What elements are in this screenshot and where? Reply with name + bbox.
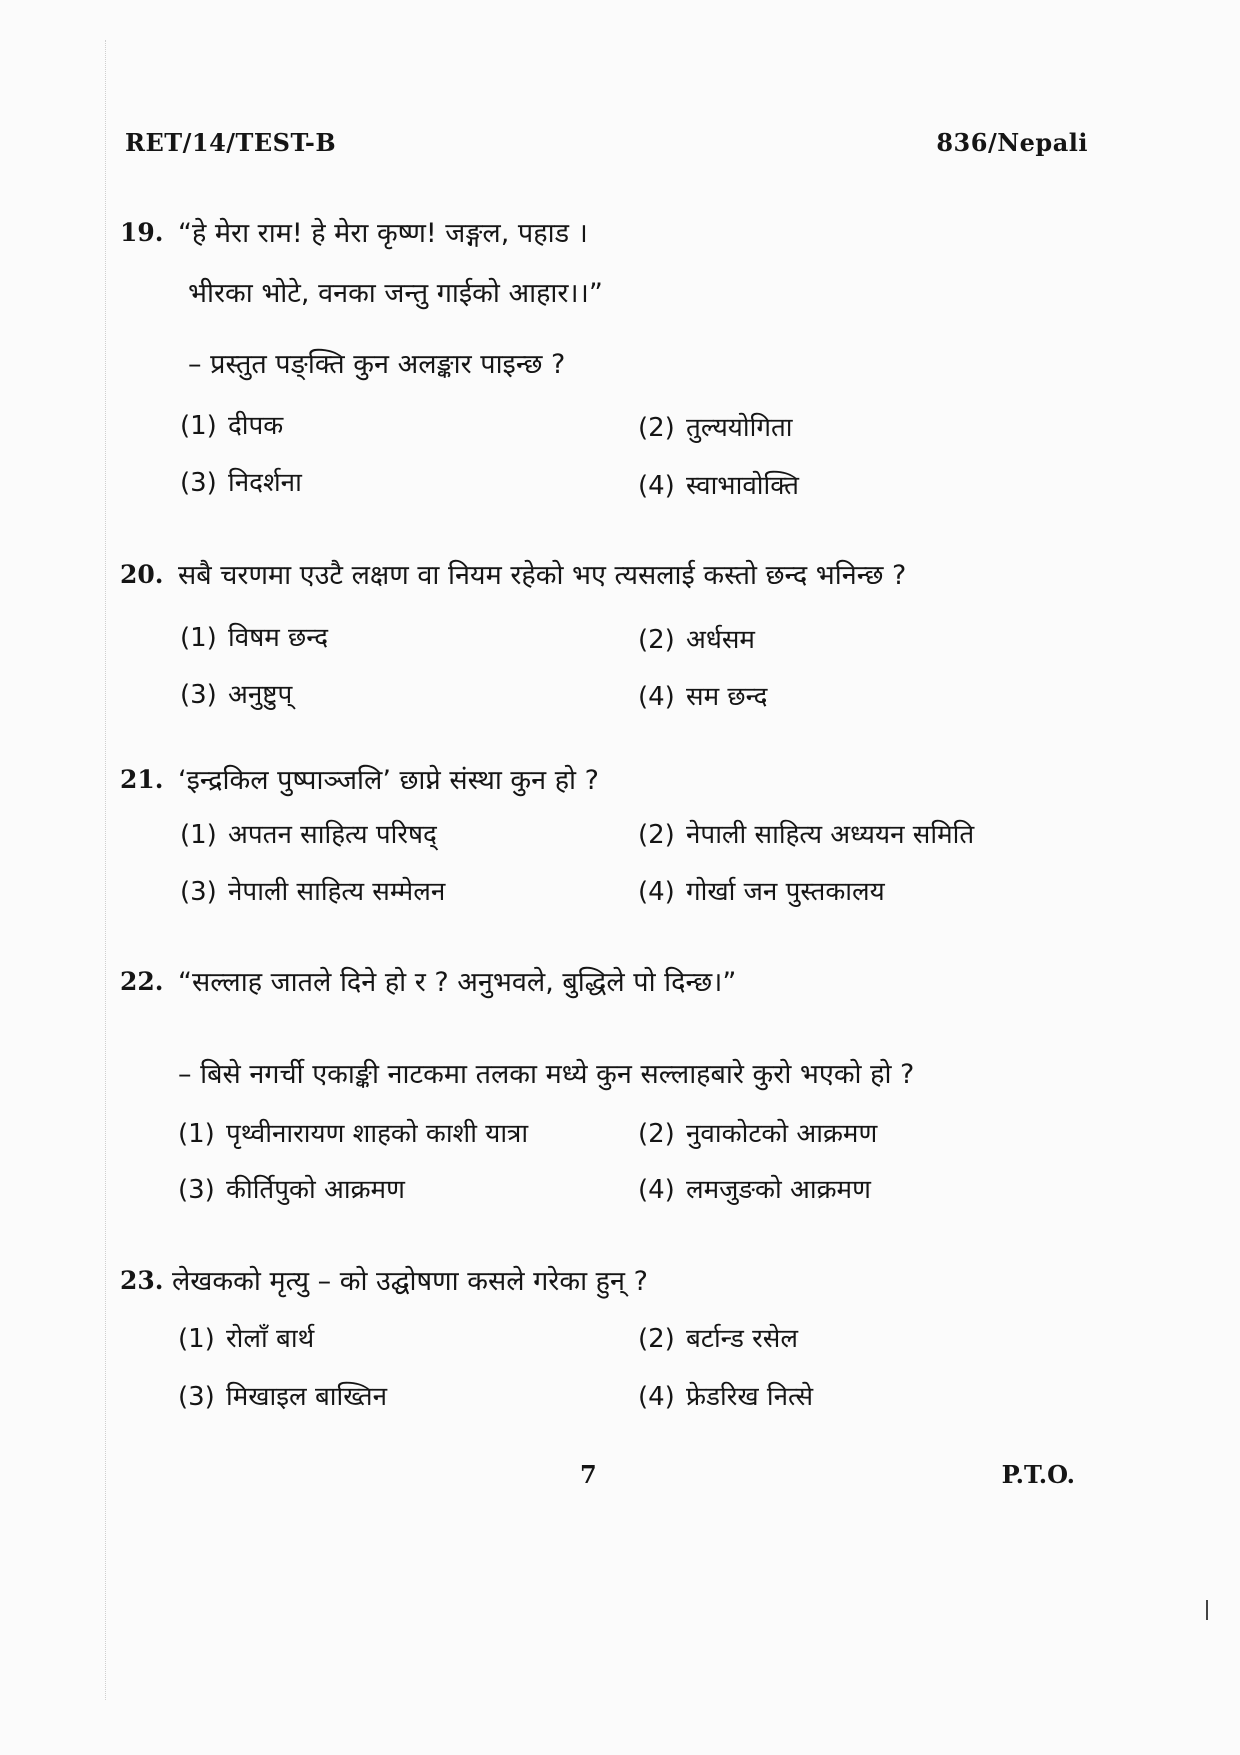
option-number: (2)	[638, 1324, 675, 1354]
option-text: स्वाभावोक्ति	[686, 471, 799, 501]
option-text: दीपक	[228, 411, 284, 441]
question-text-line: – बिसे नगर्ची एकाङ्की नाटकमा तलका मध्ये कुन सल्लाहबारे कुरो भएको हो ?	[178, 1059, 915, 1090]
option-number: (3)	[180, 468, 217, 498]
option-number: (4)	[638, 877, 675, 907]
paper-code: 836/Nepali	[936, 128, 1088, 157]
option-text: अर्धसम	[686, 625, 755, 655]
question-number: 19.	[120, 218, 164, 247]
scan-margin-line	[105, 40, 106, 1700]
question-number: 21.	[120, 765, 164, 794]
option-number: (1)	[180, 411, 217, 441]
option-number: (2)	[638, 820, 675, 850]
option-number: (2)	[638, 1119, 675, 1149]
option-text: फ्रेडरिख नित्से	[686, 1382, 814, 1412]
page-number: 7	[580, 1460, 597, 1489]
option-number: (4)	[638, 1382, 675, 1412]
option	[638, 408, 793, 444]
option-text: बर्टान्ड रसेल	[686, 1324, 799, 1354]
option	[178, 1319, 314, 1355]
question-number: 23.	[120, 1266, 164, 1295]
option	[180, 815, 437, 851]
option-text: मिखाइल बाख्तिन	[226, 1382, 388, 1412]
option	[180, 406, 283, 442]
option	[638, 620, 755, 656]
option	[180, 618, 328, 654]
option	[180, 463, 302, 499]
option-text: पृथ्वीनारायण शाहको काशी यात्रा	[226, 1119, 529, 1149]
option-text: लमजुङको आक्रमण	[686, 1175, 871, 1205]
option-text: निदर्शना	[228, 468, 302, 498]
option	[638, 815, 974, 851]
option-text: कीर्तिपुको आक्रमण	[226, 1175, 405, 1205]
option	[178, 1114, 528, 1150]
option	[178, 1377, 387, 1413]
option-number: (3)	[178, 1382, 215, 1412]
option	[638, 466, 799, 502]
option-text: गोर्खा जन पुस्तकालय	[686, 877, 885, 907]
option-number: (3)	[180, 680, 217, 710]
option-number: (2)	[638, 413, 675, 443]
question-text-line: “सल्लाह जातले दिने हो र ? अनुभवले, बुद्धिले पो दिन्छ।”	[178, 967, 737, 998]
pto-label: P.T.O.	[1001, 1460, 1075, 1489]
option-text: नुवाकोटको आक्रमण	[686, 1119, 878, 1149]
option-text: नेपाली साहित्य सम्मेलन	[228, 877, 446, 907]
question-text-line: सबै चरणमा एउटै लक्षण वा नियम रहेको भए त्यसलाई कस्तो छन्द भनिन्छ ?	[178, 560, 907, 591]
question-number: 20.	[120, 560, 164, 589]
option-text: तुल्ययोगिता	[686, 413, 793, 443]
option	[178, 1170, 405, 1206]
option	[638, 1170, 871, 1206]
option	[638, 1114, 877, 1150]
option-number: (3)	[178, 1175, 215, 1205]
option-text: सम छन्द	[686, 682, 768, 712]
option-text: नेपाली साहित्य अध्ययन समिति	[686, 820, 975, 850]
option-number: (1)	[180, 820, 217, 850]
option-number: (1)	[178, 1324, 215, 1354]
question-number: 22.	[120, 967, 164, 996]
option-number: (2)	[638, 625, 675, 655]
option-number: (1)	[180, 623, 217, 653]
option	[638, 677, 767, 713]
question-text-line: – प्रस्तुत पङ्क्ति कुन अलङ्कार पाइन्छ ?	[188, 349, 566, 380]
option	[180, 872, 445, 908]
option-text: अपतन साहित्य परिषद्	[228, 820, 437, 850]
option-number: (1)	[178, 1119, 215, 1149]
scan-mark	[1206, 1600, 1208, 1620]
option-number: (4)	[638, 471, 675, 501]
test-code: RET/14/TEST-B	[125, 128, 337, 157]
question-text-line: “हे मेरा राम! हे मेरा कृष्ण! जङ्गल, पहाड ।	[178, 218, 588, 249]
question-text-line: लेखकको मृत्यु – को उद्घोषणा कसले गरेका हुन् ?	[172, 1266, 648, 1297]
option	[638, 1377, 813, 1413]
option	[638, 1319, 798, 1355]
question-text-line: ‘इन्द्रकिल पुष्पाञ्जलि’ छाप्ने संस्था कुन हो ?	[178, 765, 599, 796]
option-text: रोलाँ बार्थ	[226, 1324, 315, 1354]
option-number: (4)	[638, 682, 675, 712]
option	[638, 872, 885, 908]
question-text-line: भीरका भोटे, वनका जन्तु गाईको आहार।।”	[188, 278, 603, 309]
option-number: (4)	[638, 1175, 675, 1205]
option	[180, 675, 292, 711]
option-text: अनुष्टुप्	[228, 680, 293, 710]
option-number: (3)	[180, 877, 217, 907]
option-text: विषम छन्द	[228, 623, 329, 653]
